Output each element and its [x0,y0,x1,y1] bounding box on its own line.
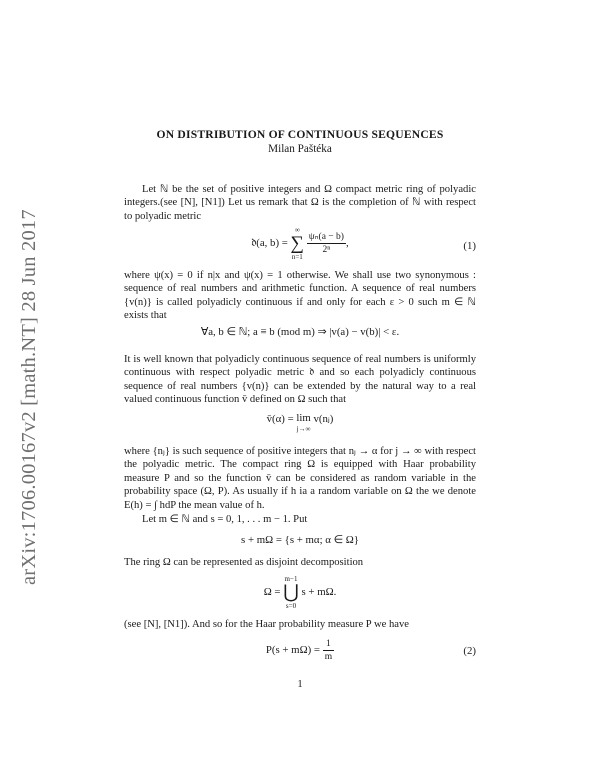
equation-2-fraction [323,638,334,663]
equation-coset: s + mΩ = {s + mα; α ∈ Ω} [241,534,359,546]
paragraph-definition: where ψ(x) = 0 if n|x and ψ(x) = 1 otherwise. We shall use two synonymous : sequence of real numbers and arithmetic function. A sequence of real numbers {v(n)} is called polyadicly continuous if and only for each ε > 0 such m ∈ ℕ exists that [124,270,476,322]
lim-label: lim [296,412,311,424]
summation-symbol [291,226,305,261]
equation-1-fraction [307,231,346,256]
equation-2-number: (2) [463,645,476,657]
page-number: 1 [297,679,303,690]
sigma-icon: ∑ [290,233,305,254]
author-name: Milan Paštéka [268,143,332,155]
arxiv-identifier: arXiv:1706.00167v2 [math.NT] 28 Jun 2017 [18,209,40,585]
fraction-denominator: m [324,652,333,662]
paragraph-intro: Let ℕ be the set of positive integers and Ω compact metric ring of polyadic integers.(see [N], [N1]) Let us remark that Ω is the completion of ℕ with respect to polyadic metric [124,184,476,222]
union-symbol [283,575,299,610]
paragraph-haar-measure: (see [N], [N1]). And so for the Haar probability measure P we have [124,619,409,630]
limit-operator [296,412,310,433]
paper-title: ON DISTRIBUTION OF CONTINUOUS SEQUENCES [156,128,444,141]
decomp-rhs: s + mΩ. [301,585,337,598]
fraction-numerator: ψₙ(a − b) [308,232,344,242]
sum-lower-limit: n=1 [291,253,303,261]
union-lower-limit: s=0 [285,602,297,610]
union-upper-limit: m−1 [284,575,298,583]
sum-upper-limit: ∞ [294,226,300,234]
equation-1-number: (1) [463,240,476,252]
equation-2 [124,638,476,663]
equation-limit [124,412,476,433]
equation-1-lhs: 𝔡(a, b) = [251,236,288,249]
decomp-lhs: Ω = [263,585,281,598]
paragraph-decomposition: The ring Ω can be represented as disjoint decomposition [124,557,364,568]
paragraph-haar: where {nⱼ} is such sequence of positive integers that nⱼ → α for j → ∞ with respect the polyadic metric. The compact ring Ω is equipped with Haar probability measure P and so the function v̄ can be considered as random variable in the probability space (Ω, P). As usually if h ia a random variable on Ω the we denote E(h) = ∫ hdP the mean value of h. [124,446,476,511]
fraction-numerator: 1 [323,638,334,651]
paragraph-extension: It is well known that polyadicly continuous sequence of real numbers is uniformly continuous with respect polyadic metric 𝔡 and so each polyadicly continuous sequence of real numbers {v(n)} can be extended by the natural way to a real valued continuous function v̄ defined on Ω such that [124,354,476,406]
paragraph-let-m: Let m ∈ ℕ and s = 0, 1, . . . m − 1. Put [142,514,308,525]
equation-decomposition [124,575,476,610]
lim-subscript: j→∞ [296,425,311,433]
equation-1 [124,226,476,261]
equation-continuity: ∀a, b ∈ ℕ; a ≡ b (mod m) ⇒ |v(a) − v(b)| < ε. [200,326,400,338]
fraction-denominator: 2ⁿ [322,245,331,255]
limit-lhs: v̄(α) = [266,413,294,425]
equation-1-tail: , [345,236,349,249]
big-union-icon: ⋃ [283,582,299,603]
equation-2-lhs: P(s + mΩ) = [265,643,320,656]
limit-rhs: v(nⱼ) [313,413,334,425]
